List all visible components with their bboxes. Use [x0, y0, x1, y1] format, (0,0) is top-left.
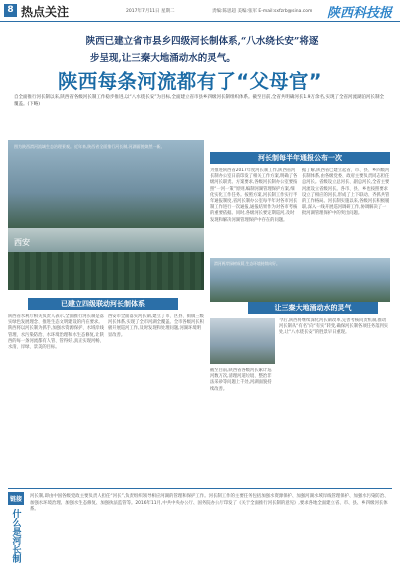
- column-text-6: 截至目前,陕西省各级河长累计巡河数万次,清理河道垃圾、整治非法采砂等问题上千处,河湖面貌持续改善。: [210, 368, 272, 392]
- column-text-1: 为推进陕西省2017年度河长制工作,陕西省河长制办公室日前印发了相关工作方案,明确了各级河长职责。方案要求,各级河长制办公室要按照“一河一策”原则,编制河湖管理保护方案,细化实化工作任务。按照方案,河长制工作实行半年通报制度,省河长制办公室每半年对各市河长制工作进行一次通报,通报结果作为对各市考核的重要依据。同时,各级河长要定期巡河,及时发现和解决河湖管理保护中存在的问题。: [210, 168, 298, 223]
- subheading-system: 已建立四级联动河长制体系: [28, 298, 178, 310]
- lead-paragraph: 自全面推行河长制以来,陕西省各级河长制工作稳步推进,以“八水绕长安”为目标,全面建立省市县乡四级河长制组织体系。截至目前,全省共明确河长1.9万余名,实现了全省河流湖泊河长制全覆盖。(下略): [14, 95, 384, 107]
- page-header: [0, 0, 400, 22]
- sidebar-title: 什么是河长制: [10, 509, 21, 563]
- link-sidebar: [8, 492, 24, 580]
- main-photo-caption: 图为陕西渭河流域生态治理景观。近年来,陕西省全面推行河长制,河湖面貌焕然一新。: [14, 144, 165, 149]
- sidebar-label: 链接: [8, 492, 24, 505]
- inset-photo: [210, 318, 275, 364]
- column-text-5: 今后,陕西将继续深化河长制改革,完善考核问责机制,推动河长制从“有名”向“有实”转变,确保河长制各项任务落到实处,让“八水绕长安”的胜景早日重现。: [279, 318, 389, 336]
- trees-shape: [8, 252, 204, 290]
- main-photo-tag: 西安: [14, 238, 30, 247]
- kicker-line-2: 步呈现,让三秦大地涌动水的灵气。: [90, 53, 236, 64]
- column-text-2: 据了解,陕西省已建立起省、市、县、乡四级河长制体系,由各级党委、政府主要负责同志担任总河长。省级设立总河长、副总河长,全省主要河流设立省级河长。各市、县、乡也按照要求设立了相应的河长,形成了上下联动、齐抓共管的工作格局。河长制实施以来,各级河长积极履职,深入一线开展巡河调研工作,协调解决了一批河湖管理保护中的突出问题。: [302, 168, 390, 217]
- page-number: 8: [4, 4, 17, 17]
- river-shape: [8, 228, 204, 252]
- subheading-reporting: 河长制每半年通报公布一次: [210, 152, 390, 164]
- column-text-3: 陕西省水利厅相关负责人表示,全面推行河长制是落实绿色发展理念、推进生态文明建设的内在要求。陕西将以河长制为抓手,加强水资源保护、水域岸线管理、水污染防治、水环境治理和水生态修复,让陕西的每一条河流都有人管、管得好,真正实现河畅、水清、岸绿、景美的目标。: [8, 314, 104, 351]
- main-photo: [8, 140, 204, 290]
- issue-date: 2017年7月11日 星期二: [126, 9, 175, 14]
- editor-credits: 责编:陈思超 美编:张军 E-mail:sxfzrb@sina.com: [212, 9, 313, 14]
- explainer-text: 河长制,即由中国各级党政主要负责人担任“河长”,负责组织领导相应河湖的管理和保护工作。河长制工作的主要任务包括加强水资源保护、加强河湖水域岸线管理保护、加强水污染防治、加强水环境治理、加强水生态修复、加强执法监管等。2016年11月,中共中央办公厅、国务院办公厅印发了《关于全面推行河长制的意见》,要求各地全面建立省、市、县、乡四级河长体系。: [30, 494, 389, 513]
- headline: 陕西每条河流都有了“父母官”: [58, 70, 322, 93]
- column-text-4: 西安市全面落实河长制,建立了市、区县、街镇三级河长体系,实现了全市河湖全覆盖。全市各级河长积极开展巡河工作,及时发现和处理问题,河湖环境明显改善。: [108, 314, 204, 338]
- section-divider: [8, 488, 392, 489]
- river-photo: [210, 258, 390, 302]
- section-title: 热点关注: [21, 5, 70, 19]
- river-photo-caption: 渭河两岸绿树成荫,生态环境持续向好。: [214, 261, 280, 266]
- masthead-logo: 陕西科技报: [326, 6, 392, 21]
- kicker-line-1: 陕西已建立省市县乡四级河长制体系,“八水绕长安”将逐: [85, 36, 319, 47]
- subheading-spirit: 让三秦大地涌动水的灵气: [248, 302, 378, 314]
